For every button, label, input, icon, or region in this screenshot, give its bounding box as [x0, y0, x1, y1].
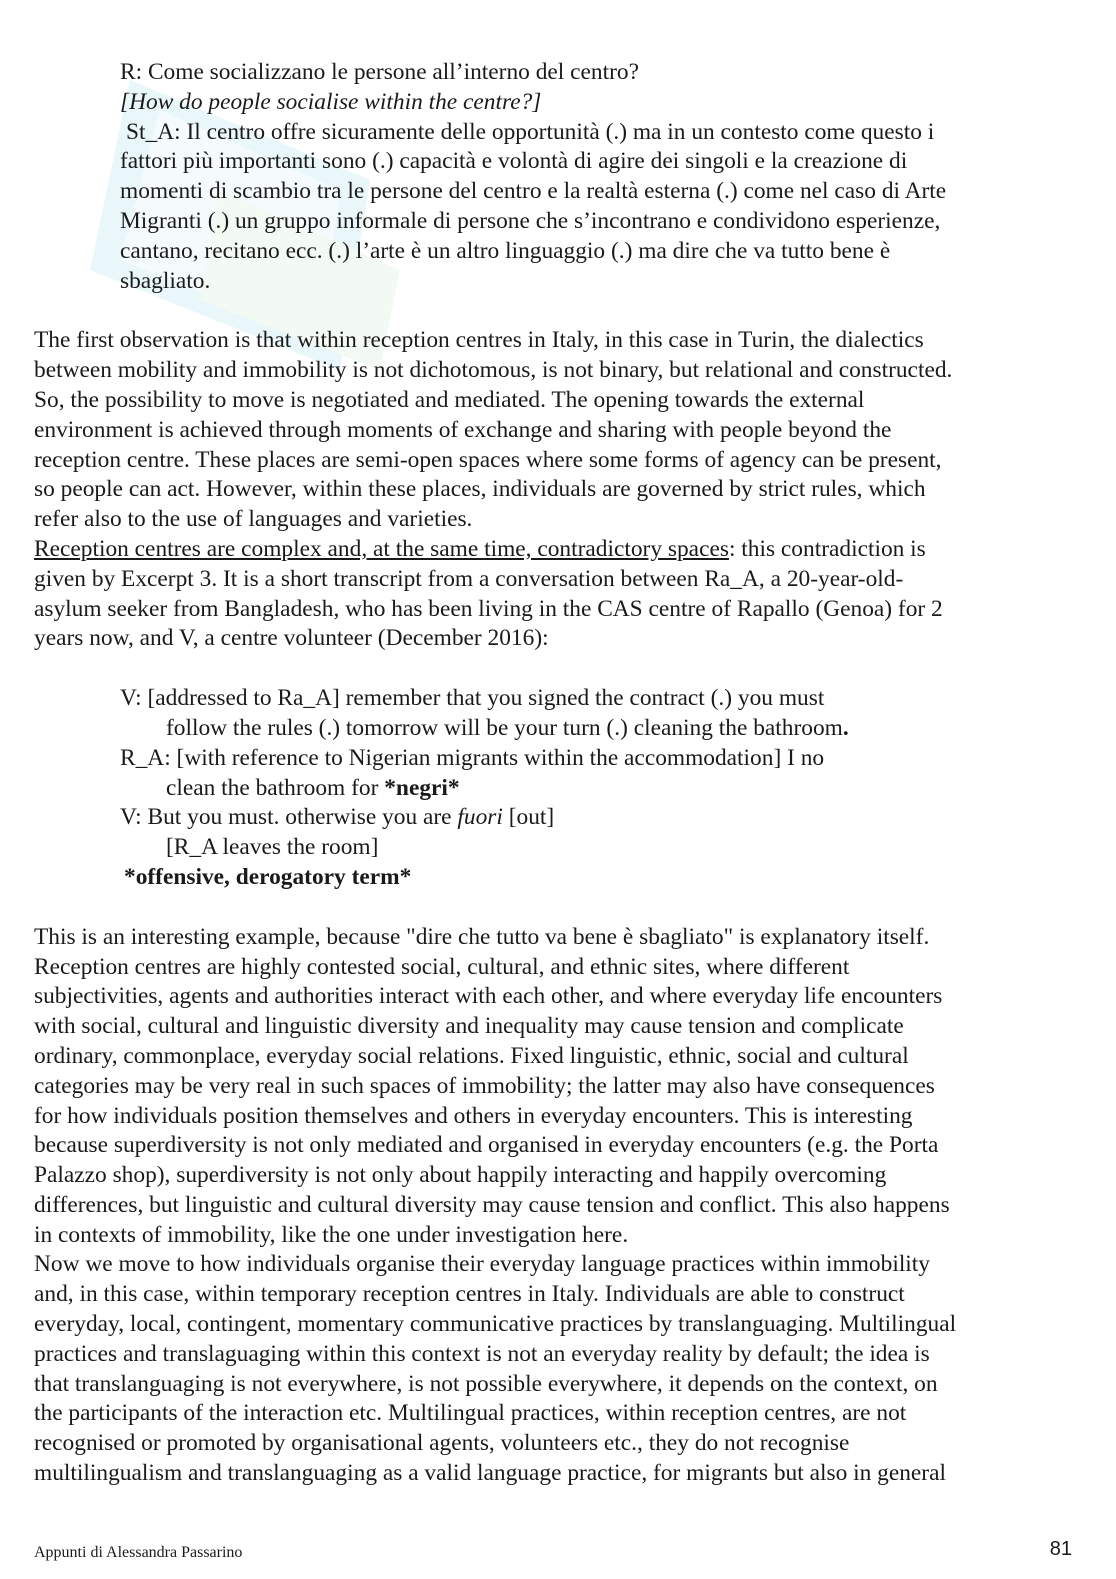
paragraph-line: given by Excerpt 3. It is a short transcript from a conversation between Ra_A, a 20-year-old- [34, 565, 904, 592]
interview-question-translation: [How do people socialise within the centre?] [120, 88, 542, 115]
interview-answer-line: momenti di scambio tra le persone del centro e la realtà esterna (.) come nel caso di Arte [120, 178, 947, 205]
interview-answer-line: cantano, recitano ecc. (.) l’arte è un altro linguaggio (.) ma dire che va tutto bene è [120, 237, 891, 264]
document-body [34, 58, 1074, 1489]
paragraph-line: The first observation is that within reception centres in Italy, in this case in Turin, the dialectics [34, 327, 924, 354]
transcript-line: follow the rules (.) tomorrow will be your turn (.) cleaning the bathroom. [166, 714, 849, 741]
interview-question: R: Come socializzano le persone all’interno del centro? [120, 59, 639, 85]
paragraph-line: asylum seeker from Bangladesh, who has been living in the CAS centre of Rapallo (Genoa) for 2 [34, 595, 943, 622]
paragraph-line: Palazzo shop), superdiversity is not only about happily interacting and happily overcoming [34, 1162, 887, 1189]
paragraph-translanguaging [34, 1250, 1074, 1488]
paragraph-text: : this contradiction is [728, 535, 926, 562]
interview-answer-line: Migranti (.) un gruppo informale di persone che s’incontrano e condividono esperienze, [120, 207, 941, 234]
paragraph-line: because superdiversity is not only mediated and organised in everyday encounters (e.g. the Porta [34, 1132, 939, 1159]
paragraph-line: differences, but linguistic and cultural diversity may cause tension and conflict. This also happens [34, 1191, 950, 1218]
page-number: 81 [1049, 1538, 1072, 1560]
transcript-line: clean the bathroom for *negri* [166, 774, 460, 801]
paragraph-line: refer also to the use of languages and varieties. [34, 506, 473, 533]
paragraph-line: with social, cultural and linguistic diversity and inequality may cause tension and complicate [34, 1013, 904, 1040]
interview-answer-line: sbagliato. [120, 267, 211, 294]
transcript-line: V: But you must. otherwise you are fuori [out] [120, 804, 555, 831]
paragraph-line: So, the possibility to move is negotiated and mediated. The opening towards the external [34, 386, 865, 413]
paragraph-line [34, 535, 1074, 565]
paragraph-line: subjectivities, agents and authorities interact with each other, and where everyday life encounters [34, 983, 943, 1010]
paragraph-line: that translanguaging is not everywhere, is not possible everywhere, it depends on the context, on [34, 1370, 938, 1397]
footer-author: Appunti di Alessandra Passarino [34, 1544, 243, 1561]
transcript-line: [R_A leaves the room] [166, 834, 379, 861]
paragraph-line: the participants of the interaction etc. Multilingual practices, within reception centres, are not [34, 1400, 907, 1427]
paragraph-line: everyday, local, contingent, momentary communicative practices by translanguaging. Multilingual [34, 1311, 957, 1338]
paragraph-contradiction [34, 535, 1074, 654]
excerpt-transcript [34, 684, 1074, 893]
interview-answer-line: fattori più importanti sono (.) capacità e volontà di agire dei singoli e la creazione di [120, 148, 908, 175]
paragraph-line: multilingualism and translanguaging as a valid language practice, for migrants but also in general [34, 1460, 946, 1487]
paragraph-line: categories may be very real in such spaces of immobility; the latter may also have consequences [34, 1072, 935, 1099]
paragraph-line: Reception centres are highly contested social, cultural, and ethnic sites, where different [34, 953, 850, 980]
interview-answer-line: St_A: Il centro offre sicuramente delle opportunità (.) ma in un contesto come questo i [126, 118, 935, 145]
transcript-line: R_A: [with reference to Nigerian migrants within the accommodation] I no [120, 744, 825, 771]
transcript-footnote: *offensive, derogatory term* [124, 863, 412, 890]
underlined-phrase: Reception centres are complex and, at the same time, contradictory spaces [34, 535, 729, 562]
paragraph-line: This is an interesting example, because "dire che tutto va bene è sbagliato" is explanatory itself. [34, 923, 930, 950]
paragraph-line: between mobility and immobility is not dichotomous, is not binary, but relational and constructed. [34, 357, 953, 384]
paragraph-line: years now, and V, a centre volunteer (December 2016): [34, 625, 549, 652]
paragraph-line: so people can act. However, within these places, individuals are governed by strict rules, which [34, 476, 926, 503]
paragraph-line: for how individuals position themselves and others in everyday encounters. This is interesting [34, 1102, 913, 1129]
transcript-line: V: [addressed to Ra_A] remember that you signed the contract (.) you must [120, 685, 825, 712]
paragraph-line: environment is achieved through moments of exchange and sharing with people beyond the [34, 416, 892, 443]
paragraph-line: practices and translaguaging within this context is not an everyday reality by default; the idea is [34, 1340, 930, 1367]
paragraph-example [34, 923, 1074, 1251]
paragraph-observation [34, 326, 1074, 535]
paragraph-line: in contexts of immobility, like the one under investigation here. [34, 1221, 629, 1248]
paragraph-line: Now we move to how individuals organise their everyday language practices within immobility [34, 1251, 931, 1278]
paragraph-line: ordinary, commonplace, everyday social relations. Fixed linguistic, ethnic, social and cultural [34, 1042, 909, 1069]
paragraph-line: and, in this case, within temporary reception centres in Italy. Individuals are able to construct [34, 1281, 905, 1308]
paragraph-line: reception centre. These places are semi-open spaces where some forms of agency can be present, [34, 446, 942, 473]
paragraph-line: recognised or promoted by organisational agents, volunteers etc., they do not recognise [34, 1430, 850, 1457]
